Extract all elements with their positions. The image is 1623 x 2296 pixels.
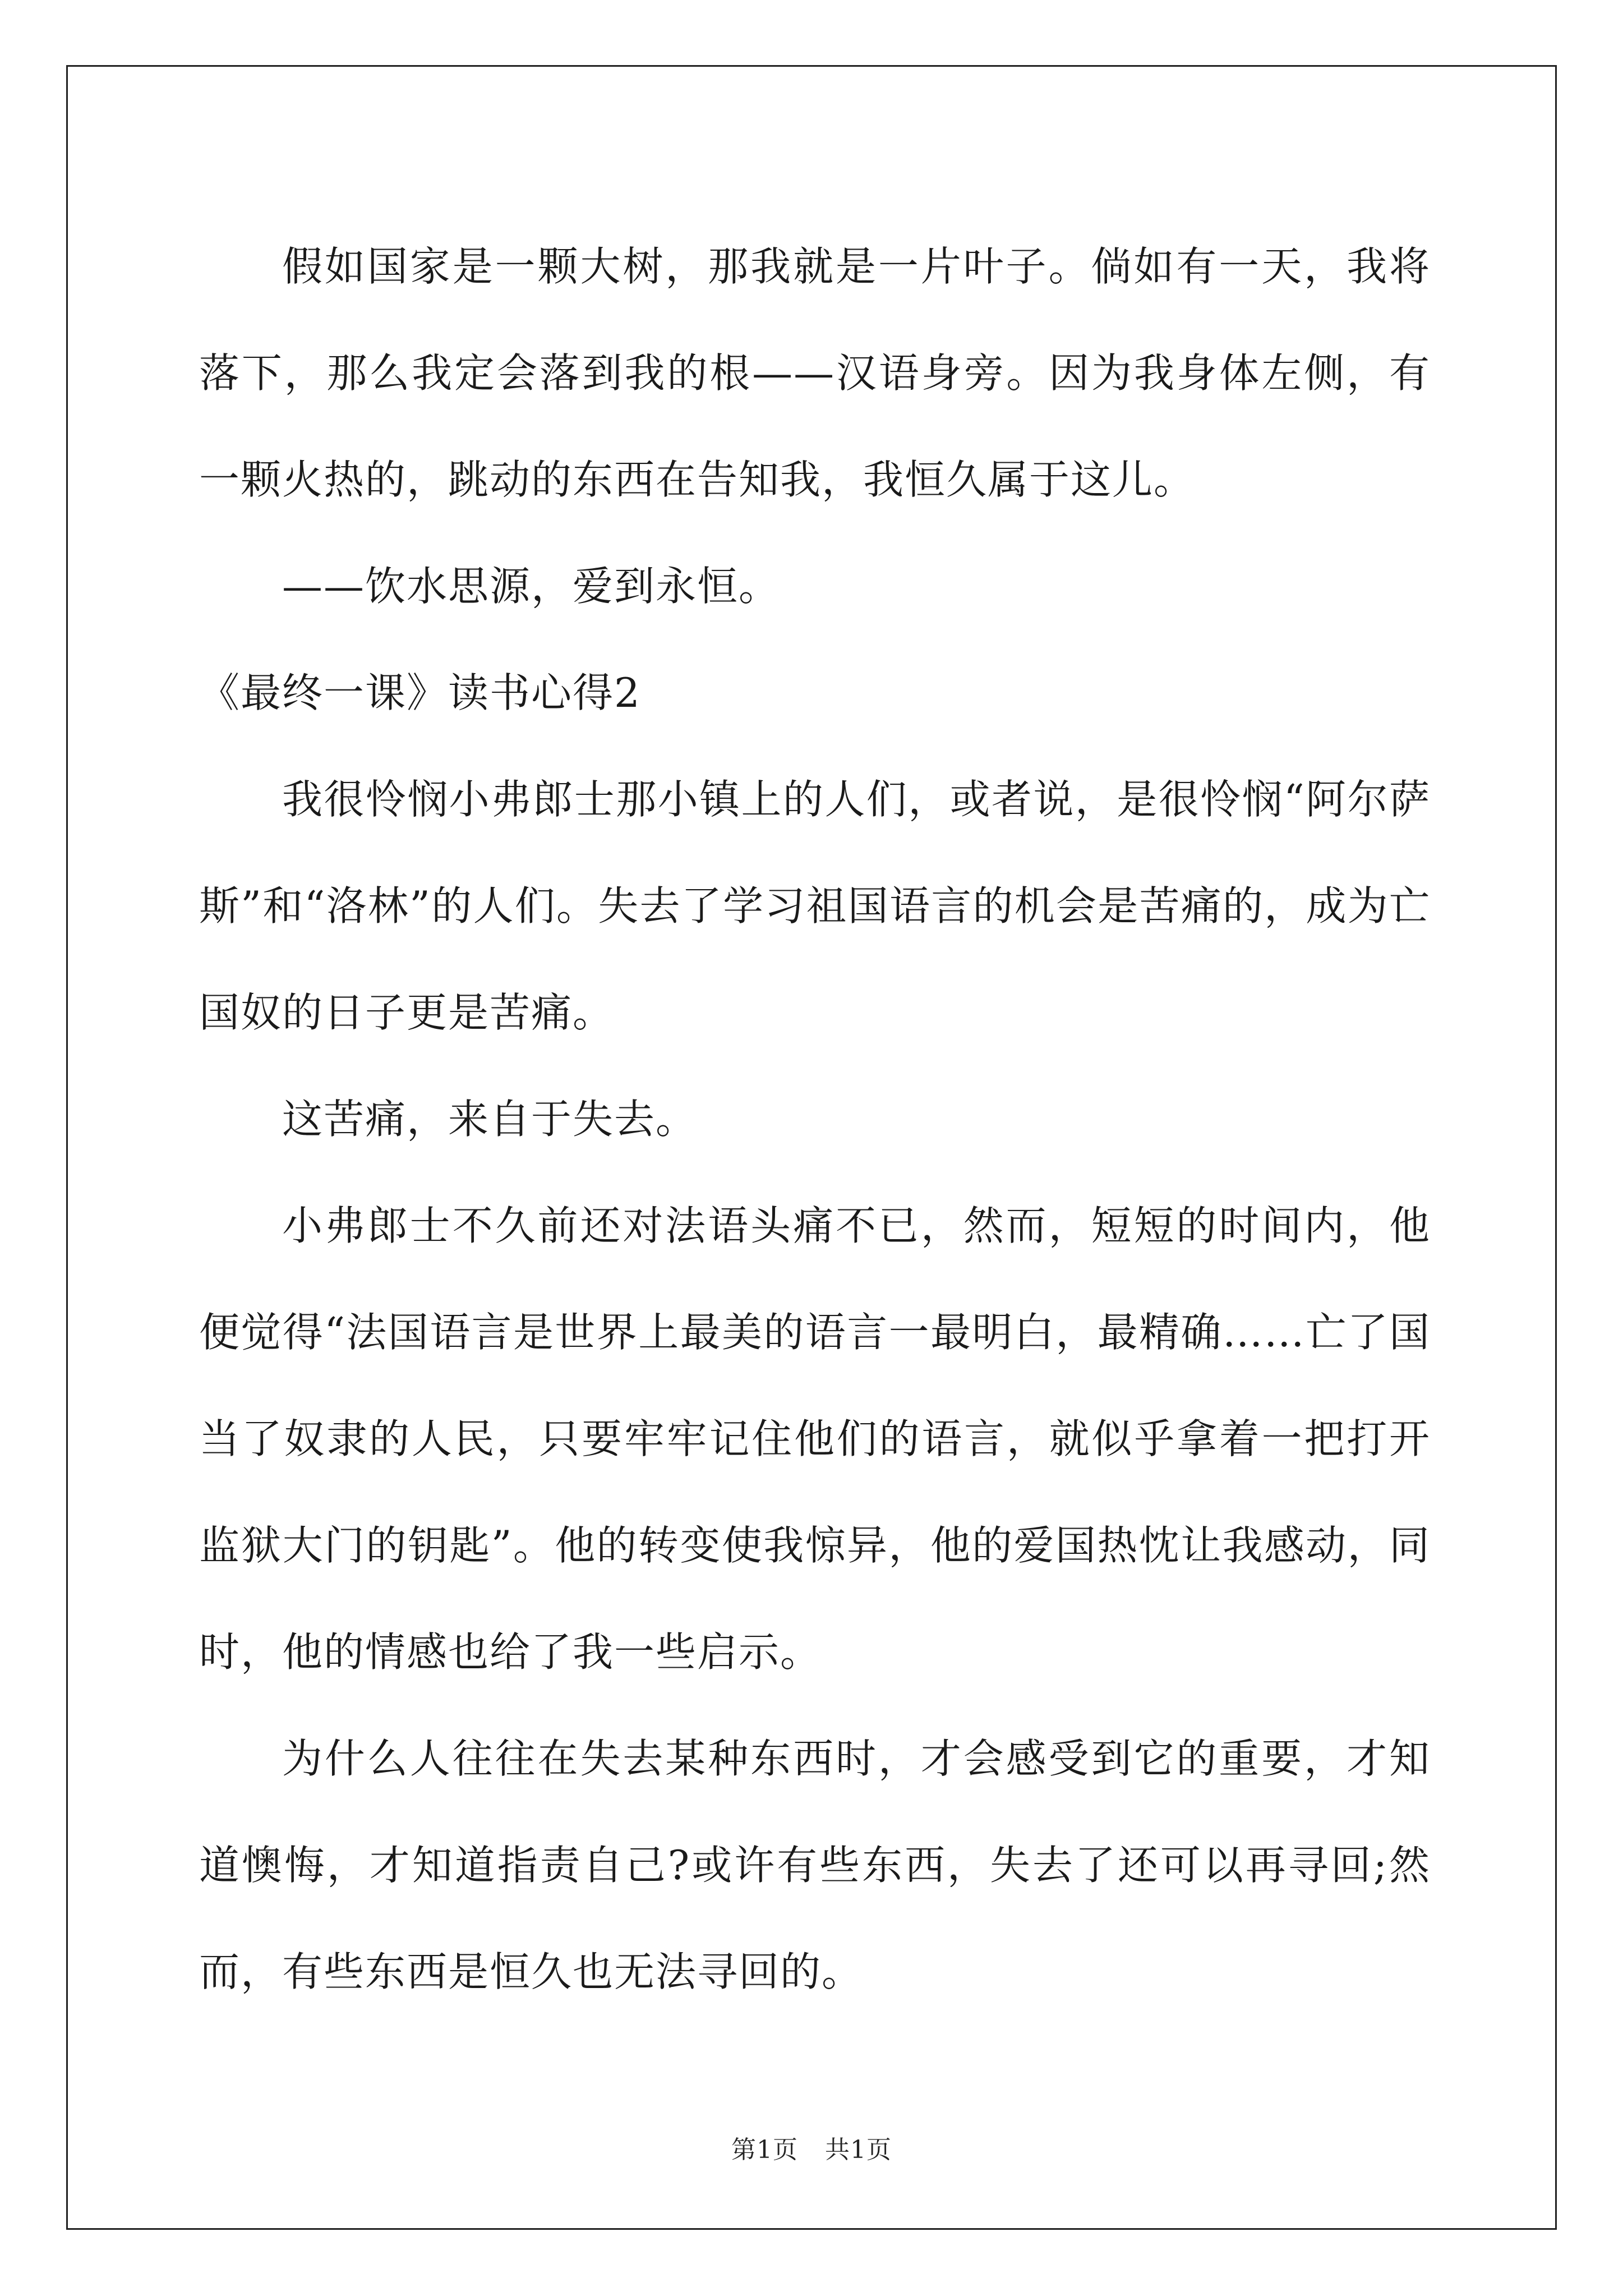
page-footer: [0, 2129, 1623, 2165]
paragraph: 为什么人往往在失去某种东西时，才会感受到它的重要，才知道懊悔，才知道指责自己?或许有些东西，失去了还可以再寻回;然而，有些东西是恒久也无法寻回的。: [199, 1735, 1431, 1995]
paragraph: 这苦痛，来自于失去。: [282, 1096, 698, 1143]
paragraph: 小弗郎士不久前还对法语头痛不已，然而，短短的时间内，他便觉得“法国语言是世界上最美的语言一最明白，最精确……亡了国当了奴隶的人民，只要牢牢记住他们的语言，就似乎拿着一把打开监狱大门的钥匙”。他的转变使我惊异，他的爱国热忱让我感动，同时，他的情感也给了我一些启示。: [199, 1202, 1431, 1676]
paragraph: 我很怜悯小弗郎士那小镇上的人们，或者说，是很怜悯“阿尔萨斯”和“洛林”的人们。失去了学习祖国语言的机会是苦痛的，成为亡国奴的日子更是苦痛。: [199, 776, 1431, 1036]
section-title: 《最终一课》读书心得2: [199, 669, 641, 716]
document-body: [199, 213, 1431, 2025]
paragraph: ——饮水思源，爱到永恒。: [282, 563, 781, 610]
page-number-current: 第1页: [731, 2136, 798, 2164]
paragraph: 假如国家是一颗大树，那我就是一片叶子。倘如有一天，我将落下，那么我定会落到我的根——汉语身旁。因为我身体左侧，有一颗火热的，跳动的东西在告知我，我恒久属于这儿。: [199, 243, 1431, 503]
page-number-total: 共1页: [825, 2136, 892, 2164]
